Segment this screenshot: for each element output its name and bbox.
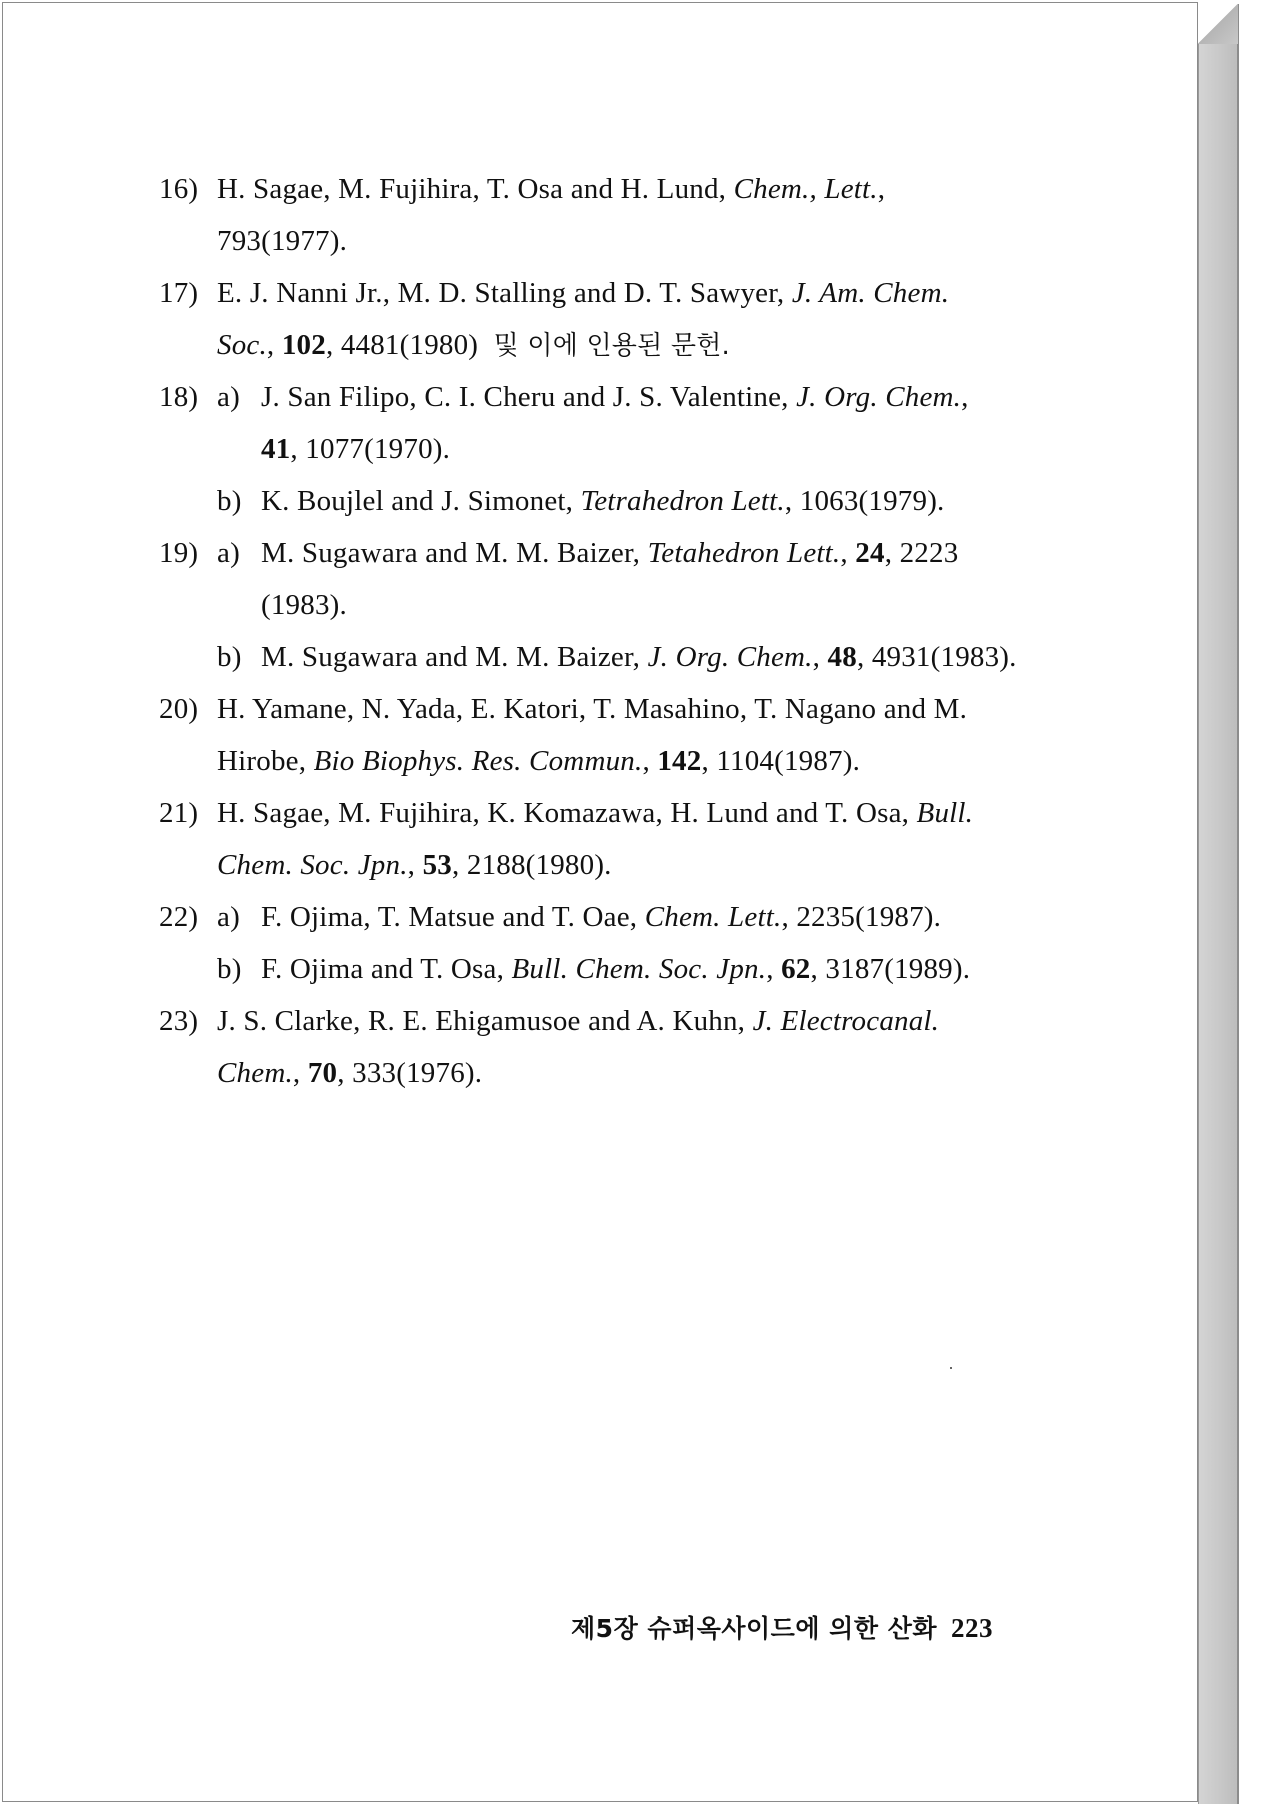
page-number: 223 xyxy=(951,1613,993,1643)
reference-23: 23) J. S. Clarke, R. E. Ehigamusoe and A. Kuhn, J. Electrocanal. Chem., 70, 333(1976). xyxy=(159,995,1019,1099)
reference-journal: Chem., Lett. xyxy=(733,173,878,205)
reference-number: 16) xyxy=(159,173,199,205)
reference-volume: 102 xyxy=(281,329,326,361)
reference-sub-label: a) xyxy=(217,381,240,413)
reference-citation: , 2223 xyxy=(884,537,959,569)
page-corner-fold xyxy=(1198,4,1238,44)
reference-20: 20) H. Yamane, N. Yada, E. Katori, T. Masahino, T. Nagano and M. Hirobe, Bio Biophys. Res. Commun., 142, 1104(1987). xyxy=(159,683,1019,787)
reference-authors: H. Yamane, N. Yada, E. Katori, T. Masahino, T. Nagano and M. xyxy=(217,693,968,725)
reference-authors: H. Sagae, M. Fujihira, K. Komazawa, H. Lund and T. Osa, xyxy=(217,797,910,829)
reference-journal: Bio Biophys. Res. Commun. xyxy=(313,745,643,777)
reference-citation: , 3187(1989). xyxy=(810,953,971,985)
reference-volume: 70 xyxy=(307,1057,338,1089)
reference-authors: H. Sagae, M. Fujihira, T. Osa and H. Lund, xyxy=(217,173,727,205)
reference-citation: , 4931(1983). xyxy=(856,641,1017,673)
reference-journal: Tetahedron Lett. xyxy=(647,537,841,569)
reference-journal: J. Electrocanal. xyxy=(752,1005,940,1037)
reference-journal: Chem. xyxy=(217,1057,293,1089)
reference-number: 19) xyxy=(159,537,199,569)
reference-citation: , 1104(1987). xyxy=(701,745,861,777)
reference-note: 및 이에 인용된 문헌. xyxy=(493,331,730,361)
reference-sub-label: b) xyxy=(217,953,242,985)
reference-number: 22) xyxy=(159,901,199,933)
reference-authors: F. Ojima and T. Osa, xyxy=(261,953,505,985)
reference-list xyxy=(159,163,1019,1099)
reference-journal: Chem. Soc. Jpn. xyxy=(217,849,408,881)
running-footer xyxy=(543,1609,993,1645)
reference-volume: 62 xyxy=(781,953,811,985)
reference-authors: J. San Filipo, C. I. Cheru and J. S. Valentine, xyxy=(261,381,789,413)
reference-journal: J. Am. Chem. xyxy=(791,277,950,309)
reference-authors: K. Boujlel and J. Simonet, xyxy=(261,485,574,517)
reference-citation: , 1063(1979). xyxy=(784,485,945,517)
reference-citation: , 333(1976). xyxy=(337,1057,483,1089)
reference-volume: 48 xyxy=(827,641,857,673)
reference-citation: 793(1977). xyxy=(217,225,348,257)
reference-journal: J. Org. Chem. xyxy=(647,641,813,673)
reference-number: 20) xyxy=(159,693,199,725)
chapter-title: 제5장 슈퍼옥사이드에 의한 산화 xyxy=(571,1614,937,1643)
reference-17: 17) E. J. Nanni Jr., M. D. Stalling and D. T. Sawyer, J. Am. Chem. Soc., 102, 4481(1980) 및 이에 인용된 문헌. xyxy=(159,267,1019,371)
reference-volume: 24 xyxy=(855,537,885,569)
reference-19: 19) a) M. Sugawara and M. M. Baizer, Tetahedron Lett., 24, 2223 (1983). b) M. Sugawara and M. M. Baizer, J. Org. Chem., 48, 4931(1983). xyxy=(159,527,1019,683)
page-stack-edge xyxy=(1198,4,1239,1804)
reference-authors: F. Ojima, T. Matsue and T. Oae, xyxy=(261,901,638,933)
reference-sub-label: b) xyxy=(217,485,242,517)
reference-sub-label: b) xyxy=(217,641,242,673)
reference-journal: J. Org. Chem. xyxy=(796,381,962,413)
reference-volume: 142 xyxy=(657,745,702,777)
reference-journal: Bull. Chem. Soc. Jpn. xyxy=(511,953,767,985)
reference-journal: Chem. Lett. xyxy=(644,901,782,933)
reference-citation: , 2235(1987). xyxy=(781,901,942,933)
book-page xyxy=(2,2,1198,1802)
reference-authors: E. J. Nanni Jr., M. D. Stalling and D. T. Sawyer, xyxy=(217,277,785,309)
reference-citation: , 4481(1980) xyxy=(325,329,479,361)
reference-journal: Tetrahedron Lett. xyxy=(580,485,785,517)
reference-journal: Soc. xyxy=(217,329,267,361)
reference-number: 17) xyxy=(159,277,199,309)
reference-sub-label: a) xyxy=(217,537,240,569)
reference-16: 16) H. Sagae, M. Fujihira, T. Osa and H. Lund, Chem., Lett., 793(1977). xyxy=(159,163,1019,267)
reference-authors: M. Sugawara and M. M. Baizer, xyxy=(261,537,641,569)
reference-authors: Hirobe, xyxy=(217,745,307,777)
print-speck xyxy=(950,1367,952,1369)
reference-citation: , 1077(1970). xyxy=(290,433,451,465)
reference-sub-label: a) xyxy=(217,901,240,933)
reference-21: 21) H. Sagae, M. Fujihira, K. Komazawa, H. Lund and T. Osa, Bull. Chem. Soc. Jpn., 53, 2188(1980). xyxy=(159,787,1019,891)
reference-22: 22) a) F. Ojima, T. Matsue and T. Oae, Chem. Lett., 2235(1987). b) F. Ojima and T. Osa, Bull. Chem. Soc. Jpn., 62, 3187(1989). xyxy=(159,891,1019,995)
reference-journal: Bull. xyxy=(916,797,974,829)
reference-authors: M. Sugawara and M. M. Baizer, xyxy=(261,641,641,673)
reference-citation: (1983). xyxy=(261,589,347,621)
reference-number: 21) xyxy=(159,797,199,829)
reference-number: 23) xyxy=(159,1005,199,1037)
reference-volume: 41 xyxy=(261,433,291,465)
reference-18: 18) a) J. San Filipo, C. I. Cheru and J. S. Valentine, J. Org. Chem., 41, 1077(1970). b) K. Boujlel and J. Simonet, Tetrahedron Lett., 1063(1979). xyxy=(159,371,1019,527)
reference-volume: 53 xyxy=(422,849,452,881)
reference-citation: , 2188(1980). xyxy=(451,849,612,881)
reference-authors: J. S. Clarke, R. E. Ehigamusoe and A. Kuhn, xyxy=(217,1005,746,1037)
reference-number: 18) xyxy=(159,381,199,413)
